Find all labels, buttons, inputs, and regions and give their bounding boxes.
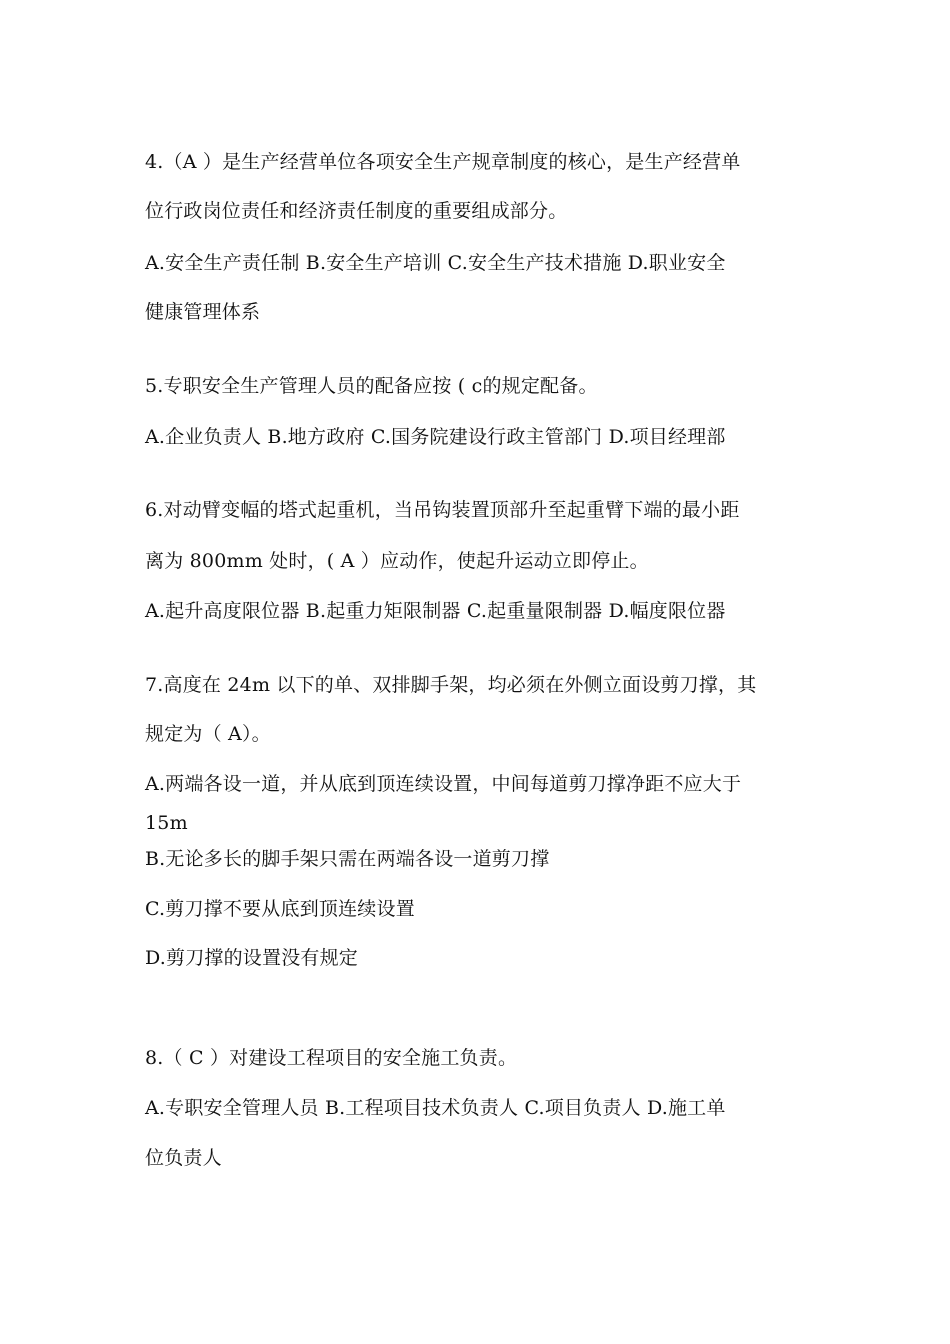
question-5-option-line-1: A.企业负责人 B.地方政府 C.国务院建设行政主管部门 D.项目经理部: [145, 426, 726, 448]
question-6-stem-line-2: 离为 800mm 处时，( A ）应动作，使起升运动立即停止。: [145, 550, 649, 572]
question-8-option-line-1: A.专职安全管理人员 B.工程项目技术负责人 C.项目负责人 D.施工单: [145, 1097, 726, 1119]
question-4-stem-line-1: 4.（A ）是生产经营单位各项安全生产规章制度的核心，是生产经营单: [145, 151, 741, 173]
question-6-option-line-1: A.起升高度限位器 B.起重力矩限制器 C.起重量限制器 D.幅度限位器: [145, 600, 726, 622]
question-7-option-line-1: A.两端各设一道，并从底到顶连续设置，中间每道剪刀撑净距不应大于: [145, 773, 742, 795]
question-4-option-line-1: A.安全生产责任制 B.安全生产培训 C.安全生产技术措施 D.职业安全: [145, 252, 726, 274]
question-7-stem-line-2: 规定为（ A）。: [145, 723, 271, 745]
question-4-option-line-2: 健康管理体系: [145, 301, 261, 323]
question-8-option-line-2: 位负责人: [145, 1147, 222, 1169]
question-7-option-line-5: D.剪刀撑的设置没有规定: [145, 947, 358, 969]
question-6-stem-line-1: 6.对动臂变幅的塔式起重机，当吊钩装置顶部升至起重臂下端的最小距: [145, 499, 740, 521]
question-5-stem-line-1: 5.专职安全生产管理人员的配备应按 ( c的规定配备。: [145, 375, 598, 397]
question-4-stem-line-2: 位行政岗位责任和经济责任制度的重要组成部分。: [145, 200, 568, 222]
question-7-stem-line-1: 7.高度在 24m 以下的单、双排脚手架，均必须在外侧立面设剪刀撑，其: [145, 674, 757, 696]
question-8-stem-line-1: 8.（ C ）对建设工程项目的安全施工负责。: [145, 1047, 518, 1069]
question-7-option-line-3: B.无论多长的脚手架只需在两端各设一道剪刀撑: [145, 848, 550, 870]
question-7-option-line-2: 15m: [145, 812, 188, 834]
question-7-option-line-4: C.剪刀撑不要从底到顶连续设置: [145, 898, 415, 920]
